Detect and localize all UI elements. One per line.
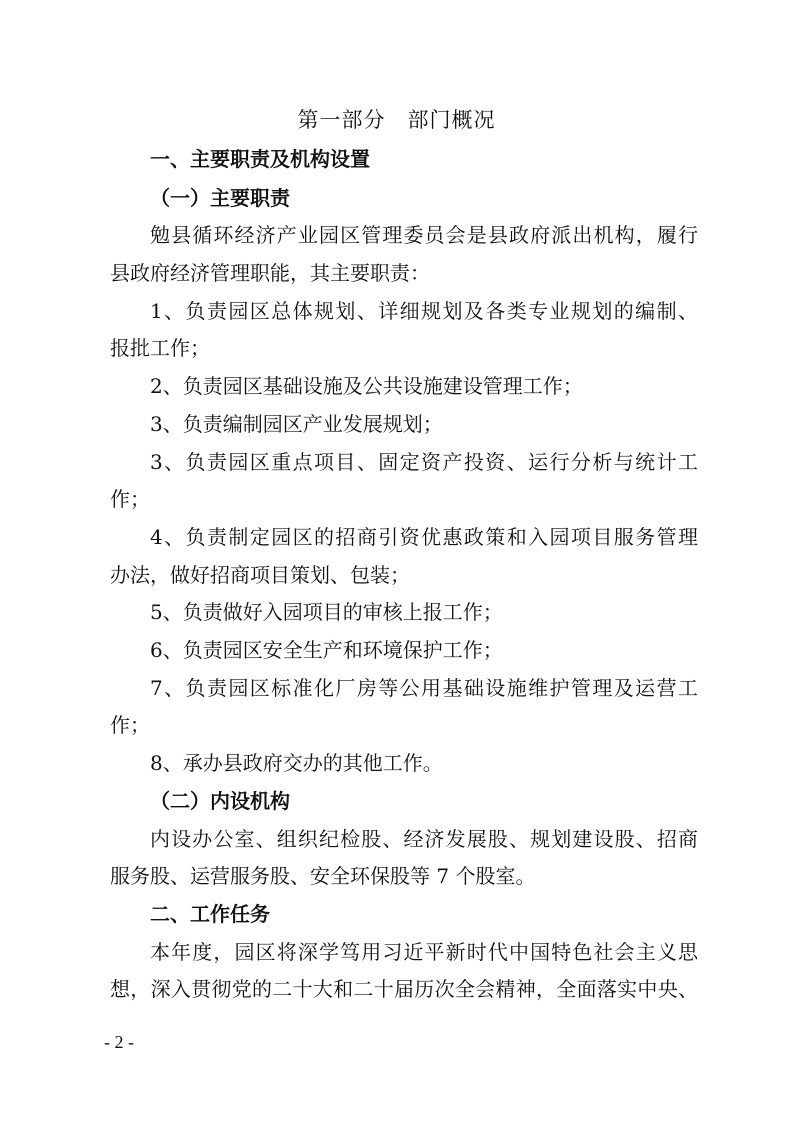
duty-item-3a: 3、负责编制园区产业发展规划；	[150, 412, 443, 436]
duty-item-7-line1: 7、负责园区标准化厂房等公用基础设施维护管理及运营工	[150, 676, 698, 700]
paragraph-intro-line1: 勉县循环经济产业园区管理委员会是县政府派出机构，履行	[150, 223, 698, 247]
duty-item-8: 8、承办县政府交办的其他工作。	[150, 751, 443, 775]
paragraph-tasks-line1: 本年度，园区将深学笃用习近平新时代中国特色社会主义思	[150, 940, 698, 964]
paragraph-intro-line2: 县政府经济管理职能，其主要职责：	[110, 261, 430, 285]
subheading-internal-org: （二）内设机构	[150, 789, 290, 813]
duty-item-3b-line1: 3、负责园区重点项目、固定资产投资、运行分析与统计工	[150, 450, 698, 474]
duty-item-1-line1: 1、负责园区总体规划、详细规划及各类专业规划的编制、	[150, 299, 698, 323]
subheading-main-duties: （一）主要职责	[150, 186, 290, 210]
section-heading-duties-org: 一、主要职责及机构设置	[150, 147, 370, 171]
paragraph-org-line2: 服务股、运营服务股、安全环保股等 7 个股室。	[110, 864, 536, 888]
title-part: 第一部分	[297, 108, 386, 132]
duty-item-3b-line2: 作；	[110, 487, 150, 511]
duty-item-4-line2: 办法，做好招商项目策划、包装；	[110, 563, 410, 587]
duty-item-6: 6、负责园区安全生产和环境保护工作；	[150, 638, 503, 662]
section-heading-work-tasks: 二、工作任务	[150, 902, 270, 926]
duty-item-4-line1: 4、负责制定园区的招商引资优惠政策和入园项目服务管理	[150, 525, 698, 549]
paragraph-org-line1: 内设办公室、组织纪检股、经济发展股、规划建设股、招商	[150, 827, 698, 851]
duty-item-7-line2: 作；	[110, 713, 150, 737]
paragraph-tasks-line2: 想，深入贯彻党的二十大和二十届历次全会精神，全面落实中央、	[110, 977, 698, 1001]
title-name: 部门概况	[407, 108, 496, 132]
page-title	[0, 104, 793, 134]
duty-item-2: 2、负责园区基础设施及公共设施建设管理工作；	[150, 374, 583, 398]
page-number: - 2 -	[104, 1032, 134, 1052]
duty-item-5: 5、负责做好入园项目的审核上报工作；	[150, 600, 503, 624]
duty-item-1-line2: 报批工作；	[110, 336, 210, 360]
